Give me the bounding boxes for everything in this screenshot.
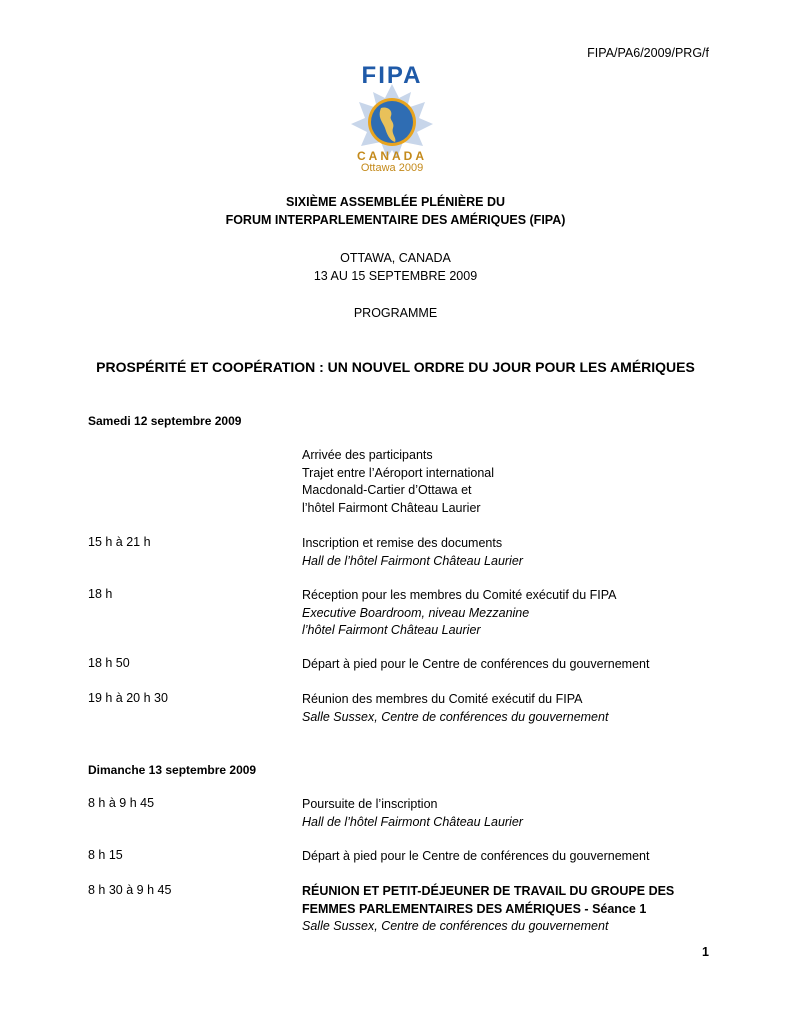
entry-text: Réunion des membres du Comité exécutif du FIPA xyxy=(302,692,583,706)
entry-heading: FEMMES PARLEMENTAIRES DES AMÉRIQUES - Séance 1 xyxy=(302,901,647,916)
schedule-entry xyxy=(302,656,722,674)
entry-text: Macdonald-Cartier d’Ottawa et xyxy=(302,483,472,497)
entry-time: 8 h à 9 h 45 xyxy=(88,796,155,810)
entry-text: Inscription et remise des documents xyxy=(302,536,503,550)
schedule-entry xyxy=(302,447,722,517)
entry-venue: Salle Sussex, Centre de conférences du gouvernement xyxy=(302,709,609,724)
entry-time: 19 h à 20 h 30 xyxy=(88,691,168,705)
entry-time: 8 h 15 xyxy=(88,848,123,862)
logo-title: FIPA xyxy=(361,62,423,89)
entry-text: Arrivée des participants xyxy=(302,448,433,462)
document-reference: FIPA/PA6/2009/PRG/f xyxy=(587,46,709,60)
entry-time: 18 h 50 xyxy=(88,656,130,670)
entry-text: Trajet entre l’Aéroport international xyxy=(302,465,494,480)
day-heading-saturday: Samedi 12 septembre 2009 xyxy=(88,414,242,428)
event-dates: 13 AU 15 SEPTEMBRE 2009 xyxy=(313,269,478,283)
entry-venue: Hall de l’hôtel Fairmont Château Laurier xyxy=(302,553,523,568)
entry-venue: Executive Boardroom, niveau Mezzanine xyxy=(302,605,530,620)
title-line-2: FORUM INTERPARLEMENTAIRE DES AMÉRIQUES (FIPA) xyxy=(225,213,566,227)
entry-venue: Hall de l’hôtel Fairmont Château Laurier xyxy=(302,814,523,829)
event-location: OTTAWA, CANADA xyxy=(340,251,451,265)
schedule-entry xyxy=(302,587,722,640)
schedule-entry xyxy=(302,691,722,726)
programme-label: PROGRAMME xyxy=(353,306,438,320)
entry-time: 8 h 30 à 9 h 45 xyxy=(88,883,172,897)
entry-text: Départ à pied pour le Centre de conférences du gouvernement xyxy=(302,657,650,671)
logo-country: CANADA xyxy=(357,149,427,163)
entry-venue: l’hôtel Fairmont Château Laurier xyxy=(302,623,481,637)
page-number: 1 xyxy=(702,945,709,959)
programme-theme: PROSPÉRITÉ ET COOPÉRATION : UN NOUVEL ORDRE DU JOUR POUR LES AMÉRIQUES xyxy=(96,359,695,375)
entry-venue: Salle Sussex, Centre de conférences du gouvernement xyxy=(302,919,609,933)
entry-text: l’hôtel Fairmont Château Laurier xyxy=(302,500,481,515)
entry-heading: RÉUNION ET PETIT-DÉJEUNER DE TRAVAIL DU GROUPE DES xyxy=(302,884,675,898)
logo-city: Ottawa 2009 xyxy=(360,162,424,174)
schedule-entry xyxy=(302,535,722,570)
entry-text: Poursuite de l’inscription xyxy=(302,797,438,811)
entry-time: 18 h xyxy=(88,587,113,601)
entry-time: 15 h à 21 h xyxy=(88,535,151,549)
day-heading-sunday: Dimanche 13 septembre 2009 xyxy=(88,763,257,777)
schedule-entry xyxy=(302,796,722,831)
title-line-1: SIXIÈME ASSEMBLÉE PLÉNIÈRE DU xyxy=(285,195,506,209)
schedule-entry xyxy=(302,848,722,866)
entry-text: Départ à pied pour le Centre de conférences du gouvernement xyxy=(302,849,650,863)
schedule-entry xyxy=(302,883,722,936)
fipa-logo xyxy=(333,62,451,180)
entry-text: Réception pour les membres du Comité exécutif du FIPA xyxy=(302,588,617,602)
